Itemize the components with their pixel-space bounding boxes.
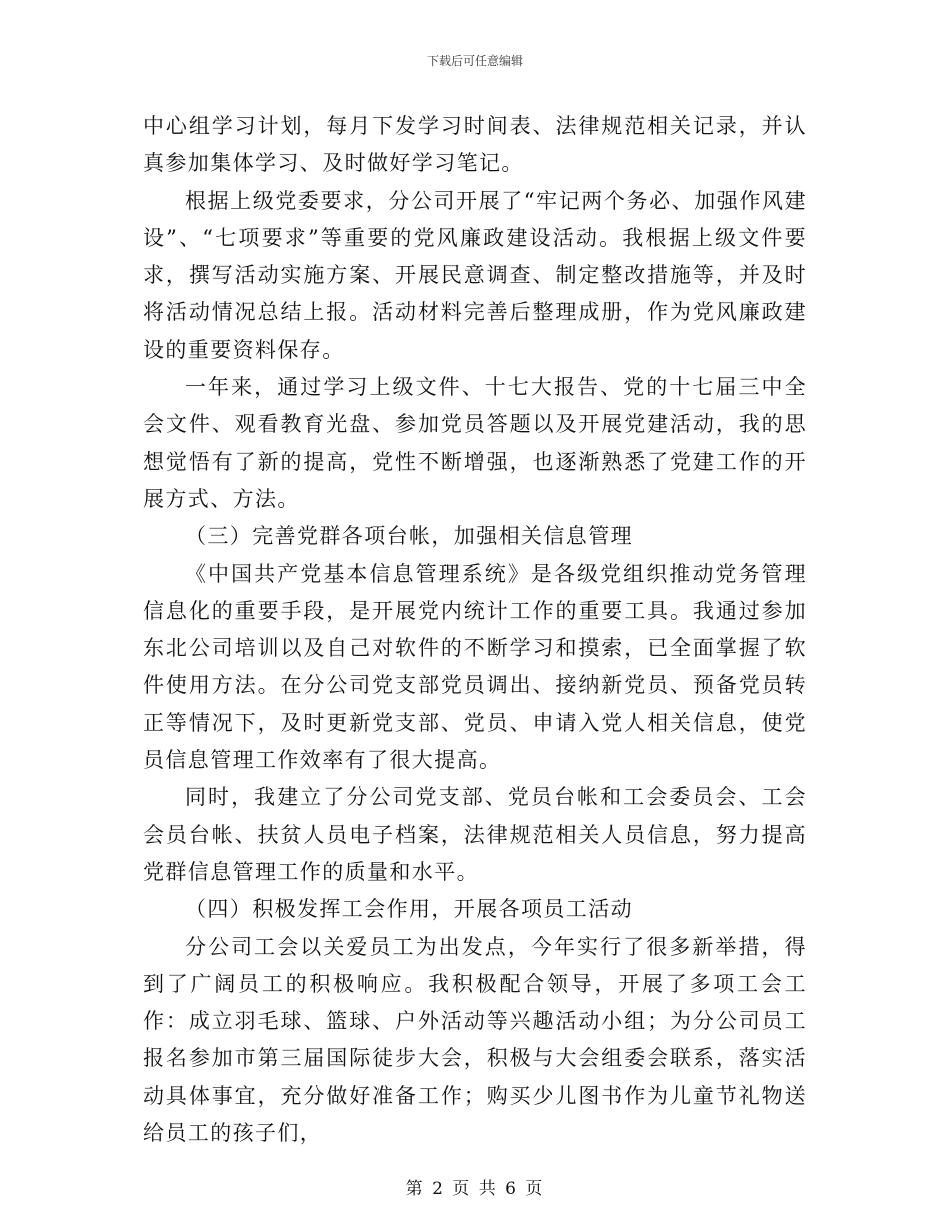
paragraph-party-conduct: 根据上级党委要求，分公司开展了“牢记两个务必、加强作风建设”、“七项要求”等重要的党风廉政建设活动。我根据上级文件要求，撰写活动实施方案、开展民意调查、制定整改措施等，并及时将活动情况总结上报。活动材料完善后整理成册，作为党风廉政建设的重要资料保存。: [143, 188, 807, 362]
paragraph-union-activities: 分公司工会以关爱员工为出发点，今年实行了很多新举措，得到了广阔员工的积极响应。我积极配合领导，开展了多项工会工作：成立羽毛球、篮球、户外活动等兴趣活动小组；为分公司员工报名参加市第三届国际徒步大会，积极与大会组委会联系，落实活动具体事宜，充分做好准备工作；购买少儿图书作为儿童节礼物送给员工的孩子们，: [143, 934, 807, 1146]
paragraph-info-system: 《中国共产党基本信息管理系统》是各级党组织推动党务管理信息化的重要手段，是开展党内统计工作的重要工具。我通过参加东北公司培训以及自己对软件的不断学习和摸索，已全面掌握了软件使用方法。在分公司党支部党员调出、接纳新党员、预备党员转正等情况下，及时更新党支部、党员、申请入党人相关信息，使党员信息管理工作效率有了很大提高。: [143, 561, 807, 773]
paragraph-continued: 中心组学习计划，每月下发学习时间表、法律规范相关记录，并认真参加集体学习、及时做好学习笔记。: [143, 114, 807, 176]
document-body: [143, 108, 807, 1152]
paragraph-ledger: 同时，我建立了分公司党支部、党员台帐和工会委员会、工会会员台帐、扶贫人员电子档案，法律规范相关人员信息，努力提高党群信息管理工作的质量和水平。: [143, 785, 807, 884]
paragraph-year-summary: 一年来，通过学习上级文件、十七大报告、党的十七届三中全会文件、观看教育光盘、参加党员答题以及开展党建活动，我的思想觉悟有了新的提高，党性不断增强，也逐渐熟悉了党建工作的开展方式、方法。: [143, 375, 807, 511]
page-number: 第 2 页 共 6 页: [405, 1179, 545, 1199]
section-heading-three: （三）完善党群各项台帐，加强相关信息管理: [185, 524, 633, 549]
page-header-note: 下载后可任意编辑: [426, 54, 523, 68]
section-heading-four: （四）积极发挥工会作用，开展各项员工活动: [185, 897, 633, 922]
